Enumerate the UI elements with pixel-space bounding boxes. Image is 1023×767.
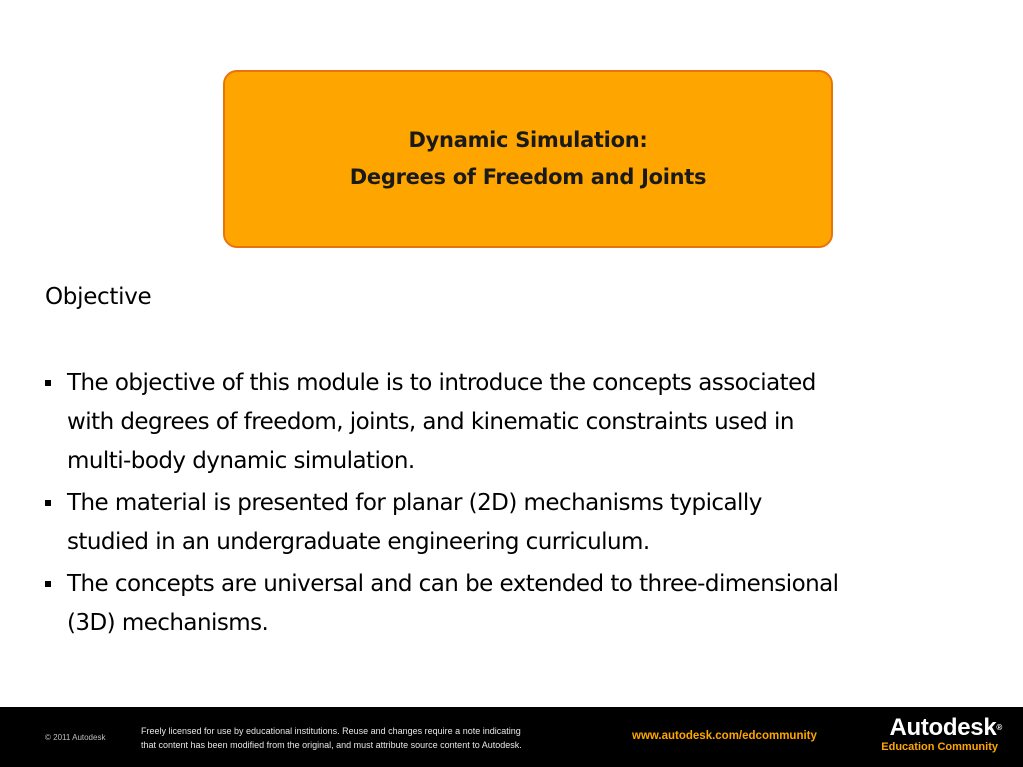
license-text (141, 724, 621, 752)
section-heading: Objective (45, 284, 152, 310)
bullet-line: The material is presented for planar (2D) mechanisms typically (67, 490, 762, 516)
bullet-line: (3D) mechanisms. (67, 610, 269, 636)
square-bullet-icon (45, 581, 51, 587)
bullet-list (45, 364, 985, 646)
bullet-item (45, 364, 985, 481)
copyright-text: © 2011 Autodesk (45, 733, 106, 742)
registered-mark: ® (996, 723, 1002, 732)
square-bullet-icon (45, 500, 51, 506)
autodesk-logo (868, 715, 1002, 754)
slide-title-line-1: Dynamic Simulation: (408, 128, 648, 152)
square-bullet-icon (45, 380, 51, 386)
bullet-line: multi-body dynamic simulation. (67, 448, 415, 474)
logo-subtitle: Education Community (881, 741, 998, 753)
license-line: that content has been modified from the original, and must attribute source content to Autodesk. (141, 740, 522, 750)
license-line: Freely licensed for use by educational institutions. Reuse and changes require a note indicating (141, 726, 521, 736)
bullet-line: The objective of this module is to introduce the concepts associated (67, 370, 816, 396)
slide-title-line-2: Degrees of Freedom and Joints (349, 165, 707, 189)
title-box (223, 70, 833, 248)
bullet-line: The concepts are universal and can be extended to three-dimensional (67, 571, 839, 597)
footer-bar (0, 707, 1023, 767)
bullet-line: studied in an undergraduate engineering curriculum. (67, 529, 650, 555)
bullet-line: with degrees of freedom, joints, and kinematic constraints used in (67, 409, 794, 435)
bullet-item (45, 484, 985, 562)
logo-wordmark: Autodesk (889, 714, 997, 741)
community-link[interactable]: www.autodesk.com/edcommunity (632, 730, 817, 742)
bullet-item (45, 565, 985, 643)
